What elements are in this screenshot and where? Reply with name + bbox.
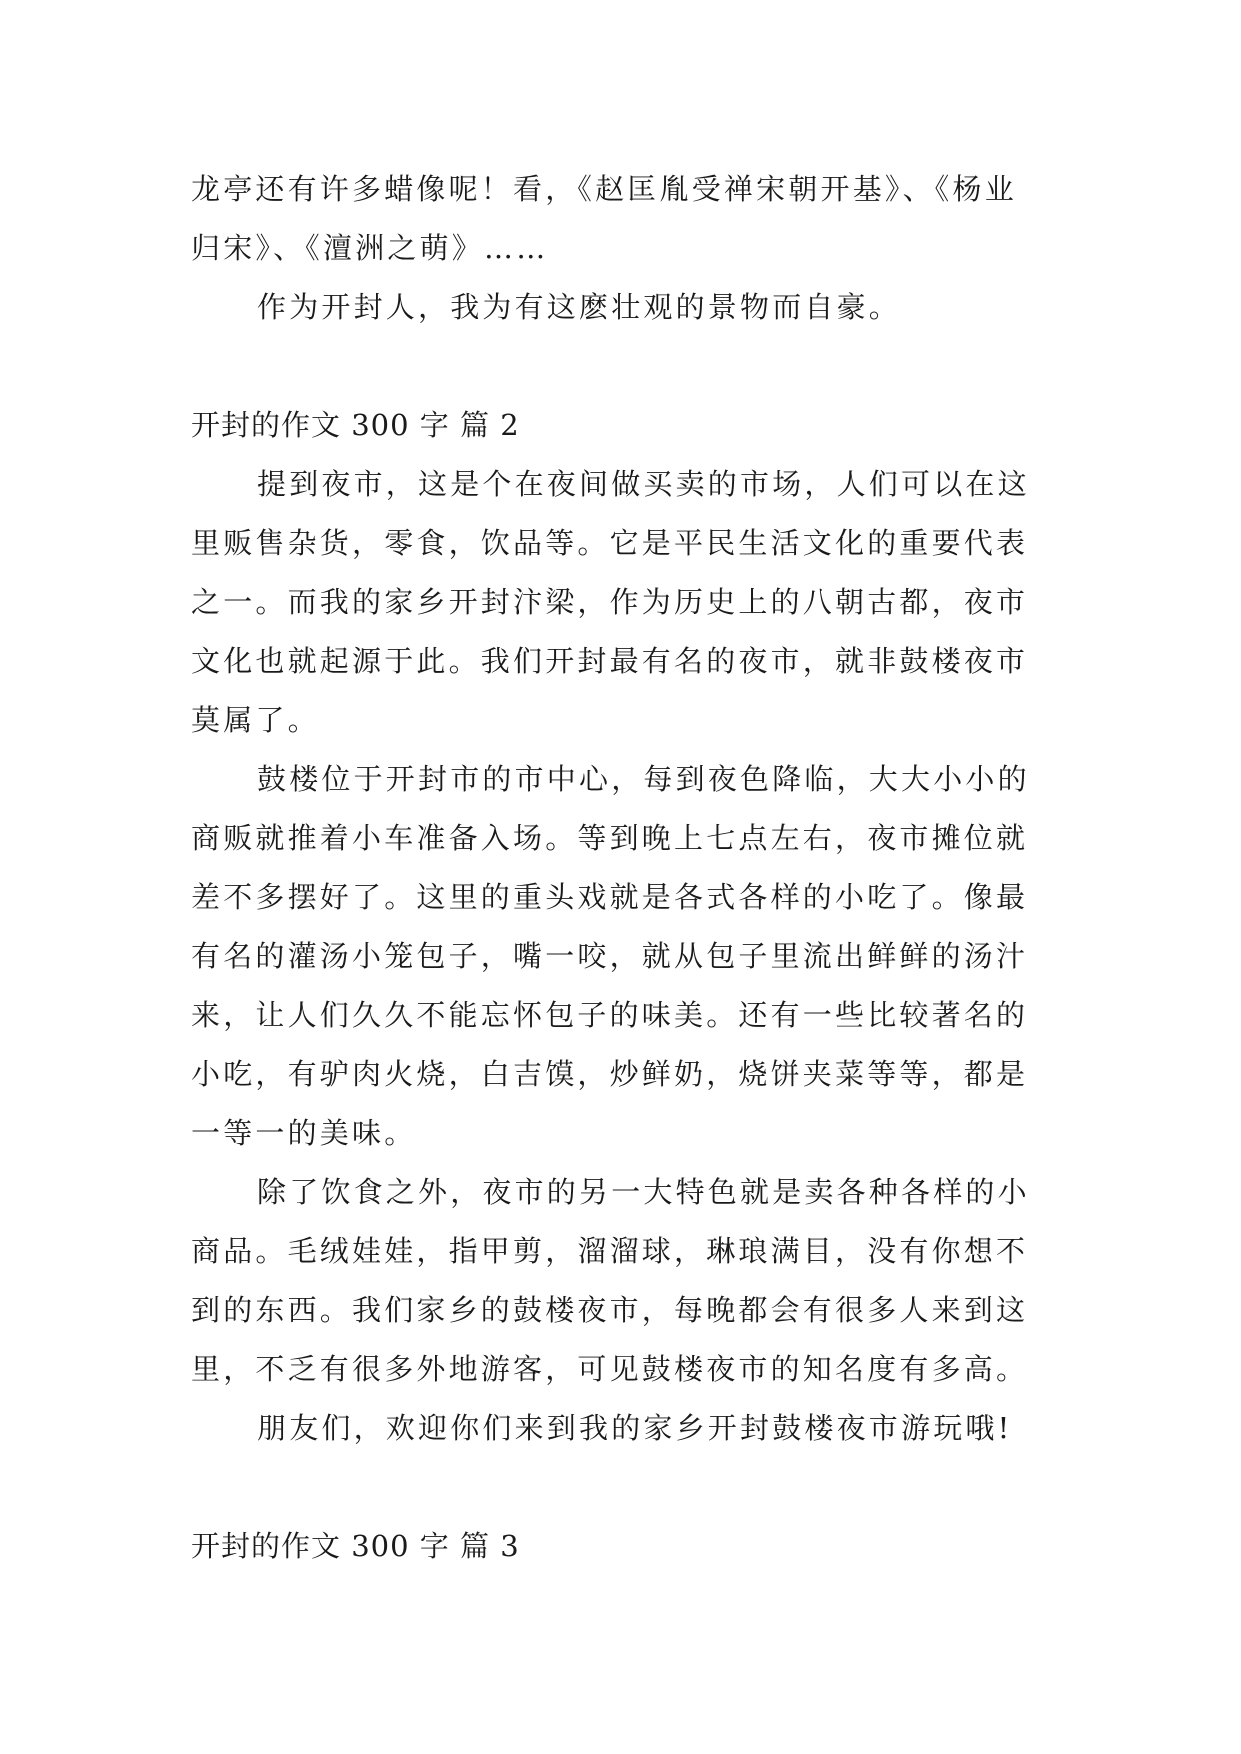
text-line: 朋友们，欢迎你们来到我的家乡开封鼓楼夜市游玩哦!	[257, 1411, 1013, 1445]
paragraph-small-goods	[191, 1163, 1063, 1399]
document-body	[191, 160, 1063, 1576]
text-line: 一等一的美味。	[191, 1116, 417, 1150]
text-line: 商贩就推着小车准备入场。等到晚上七点左右，夜市摊位就	[191, 821, 1029, 855]
paragraph-closing	[191, 278, 1063, 337]
text-line: 差不多摆好了。这里的重头戏就是各式各样的小吃了。像最	[191, 880, 1029, 914]
section-spacer	[191, 1458, 1063, 1517]
paragraph-night-market-intro	[191, 455, 1063, 750]
text-line: 除了饮食之外，夜市的另一大特色就是卖各种各样的小	[257, 1175, 1030, 1209]
paragraph-drum-tower-snacks	[191, 750, 1063, 1163]
paragraph-longting-wax-figures	[191, 160, 1063, 278]
text-line: 鼓楼位于开封市的市中心，每到夜色降临，大大小小的	[257, 762, 1030, 796]
text-line: 莫属了。	[191, 703, 320, 737]
section-heading-2: 开封的作文 300 字 篇 2	[191, 408, 520, 442]
text-line: 有名的灌汤小笼包子，嘴一咬，就从包子里流出鲜鲜的汤汁	[191, 939, 1029, 973]
text-line: 提到夜市，这是个在夜间做买卖的市场，人们可以在这	[257, 467, 1030, 501]
text-line: 文化也就起源于此。我们开封最有名的夜市，就非鼓楼夜市	[191, 644, 1029, 678]
text-line: 归宋》、《澶洲之萌》……	[191, 231, 549, 265]
text-line: 里，不乏有很多外地游客，可见鼓楼夜市的知名度有多高。	[191, 1352, 1029, 1386]
text-line: 到的东西。我们家乡的鼓楼夜市，每晚都会有很多人来到这	[191, 1293, 1029, 1327]
text-line: 里贩售杂货，零食，饮品等。它是平民生活文化的重要代表	[191, 526, 1029, 560]
section-spacer	[191, 337, 1063, 396]
text-line: 之一。而我的家乡开封汴梁，作为历史上的八朝古都，夜市	[191, 585, 1029, 619]
text-line: 作为开封人，我为有这麽壮观的景物而自豪。	[257, 290, 902, 324]
text-line: 商品。毛绒娃娃，指甲剪，溜溜球，琳琅满目，没有你想不	[191, 1234, 1029, 1268]
text-line: 来，让人们久久不能忘怀包子的味美。还有一些比较著名的	[191, 998, 1029, 1032]
text-line: 小吃，有驴肉火烧，白吉馍，炒鲜奶，烧饼夹菜等等，都是	[191, 1057, 1029, 1091]
section-heading-3: 开封的作文 300 字 篇 3	[191, 1529, 520, 1563]
text-line: 龙亭还有许多蜡像呢！看，《赵匡胤受禅宋朝开基》、《杨业	[191, 172, 1017, 206]
paragraph-welcome	[191, 1399, 1063, 1458]
